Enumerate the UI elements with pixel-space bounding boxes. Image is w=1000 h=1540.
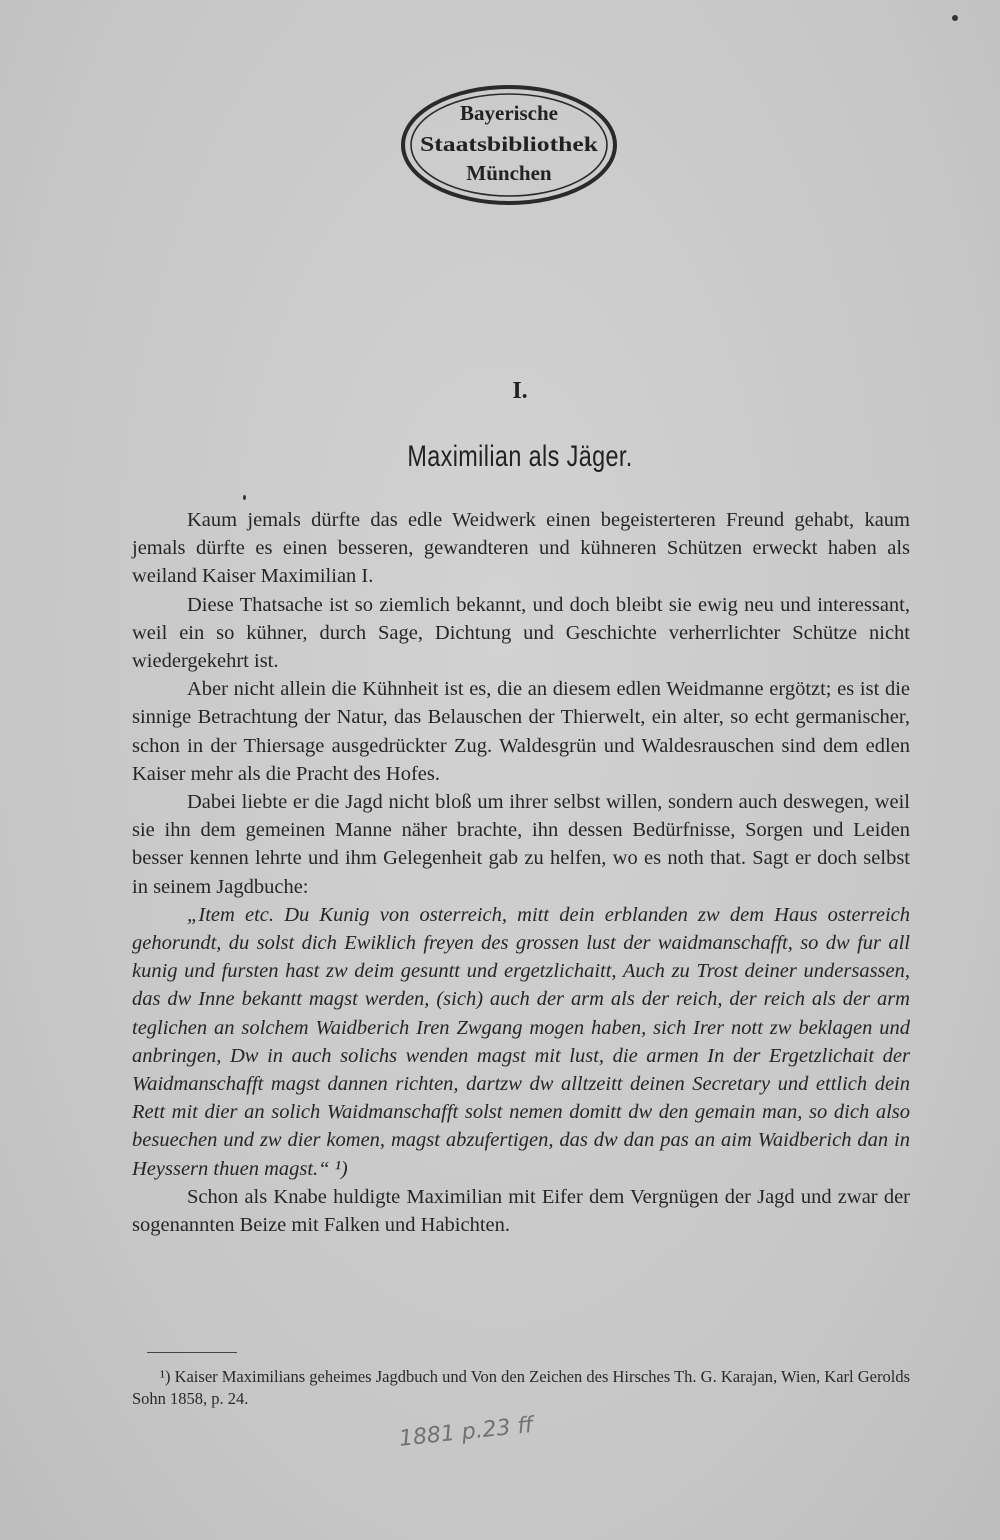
paragraph-2: Diese Thatsache ist so ziemlich bekannt, und doch bleibt sie ewig neu und interessant, weil ein so kühner, durch Sage, Dichtung und Geschichte verherrlichter Schütze nicht wiedergekehrt ist. <box>132 593 910 673</box>
svg-text:1881 p.23 ff: 1881 p.23 ff <box>397 1412 535 1452</box>
handwritten-note-image <box>395 1410 535 1454</box>
footnote-divider <box>147 1352 237 1353</box>
paper-speck <box>952 15 958 21</box>
paragraph-3: Aber nicht allein die Kühnheit ist es, die an diesem edlen Weidmanne ergötzt; es ist die sinnige Betrachtung der Natur, das Belauschen der Thierwelt, ein alter, so echt germanischer, schon in der Thiersage ausgedrückter Zug. Waldesgrün und Waldesrauschen sind dem edlen Kaiser mehr als die Pracht des Hofes. <box>132 678 910 785</box>
body-text <box>132 506 910 1239</box>
paragraph-5: Schon als Knabe huldigte Maximilian mit Eifer dem Vergnügen der Jagd und zwar der sogenannten Beize mit Falken und Habichten. <box>132 1185 910 1237</box>
footnote-1: ¹) Kaiser Maximilians geheimes Jagdbuch und Von den Zeichen des Hirsches Th. G. Karajan, Wien, Karl Gerolds Sohn 1858, p. 24. <box>132 1367 910 1408</box>
library-stamp <box>400 84 618 206</box>
paragraph-1: Kaum jemals dürfte das edle Weidwerk einen begeisterteren Freund gehabt, kaum jemals dürfte es einen besseren, gewandteren und kühneren Schützen erweckt haben als weiland Kaiser Maximilian I. <box>132 509 910 588</box>
quotation-jagdbuch: „Item etc. Du Kunig von osterreich, mitt dein erblanden zw dem Haus osterreich gehorundt, du solst dich Ewiklich freyen des grossen lust der waidmanschafft, so dw fur all kunig und fursten hast zw deim gesuntt und ergetzlichaitt, Auch zu Trost deiner undersassen, das dw Inne bekantt magst werden, (sich) auch der arm als der reich, der reich als der arm teglichen an solchem Waidberich Iren Zwgang mogen haben, sich Irer nott zw beklagen und anbringen, Dw in auch solichs wenden magst mit lust, die armen In der Ergetzlichait der Waidmanschafft magst dannen richten, dartzw dw alltzeitt deinen Secretary und ettlich dein Rett mit dier an solich Waidmanschafft solst nemen domitt dw den gemain man, so dich also besuechen und zw dier komen, magst abzufertigen, das dw dan pas an aim Waidberich dan in Heyssern thuen magst.“ ¹) <box>132 903 910 1180</box>
library-stamp-seal <box>400 84 618 206</box>
chapter-title: Maximilian als Jäger. <box>407 440 633 473</box>
stamp-line-3: München <box>466 161 552 185</box>
paragraph-4: Dabei liebte er die Jagd nicht bloß um ihrer selbst willen, sondern auch deswegen, weil sie ihn dem gemeinen Manne näher brachte, ihn dessen Bedürfnisse, Sorgen und Leiden besser kennen lehrte und ihm Gelegenheit gab zu helfen, wo es noth that. Sagt er doch selbst in seinem Jagdbuche: <box>132 791 910 898</box>
stamp-line-2: Staatsbibliothek <box>420 132 599 156</box>
paper-speck <box>243 495 246 500</box>
stamp-line-1: Bayerische <box>460 101 558 125</box>
section-number: I. <box>512 378 528 404</box>
handwritten-pencil-note <box>395 1410 535 1454</box>
